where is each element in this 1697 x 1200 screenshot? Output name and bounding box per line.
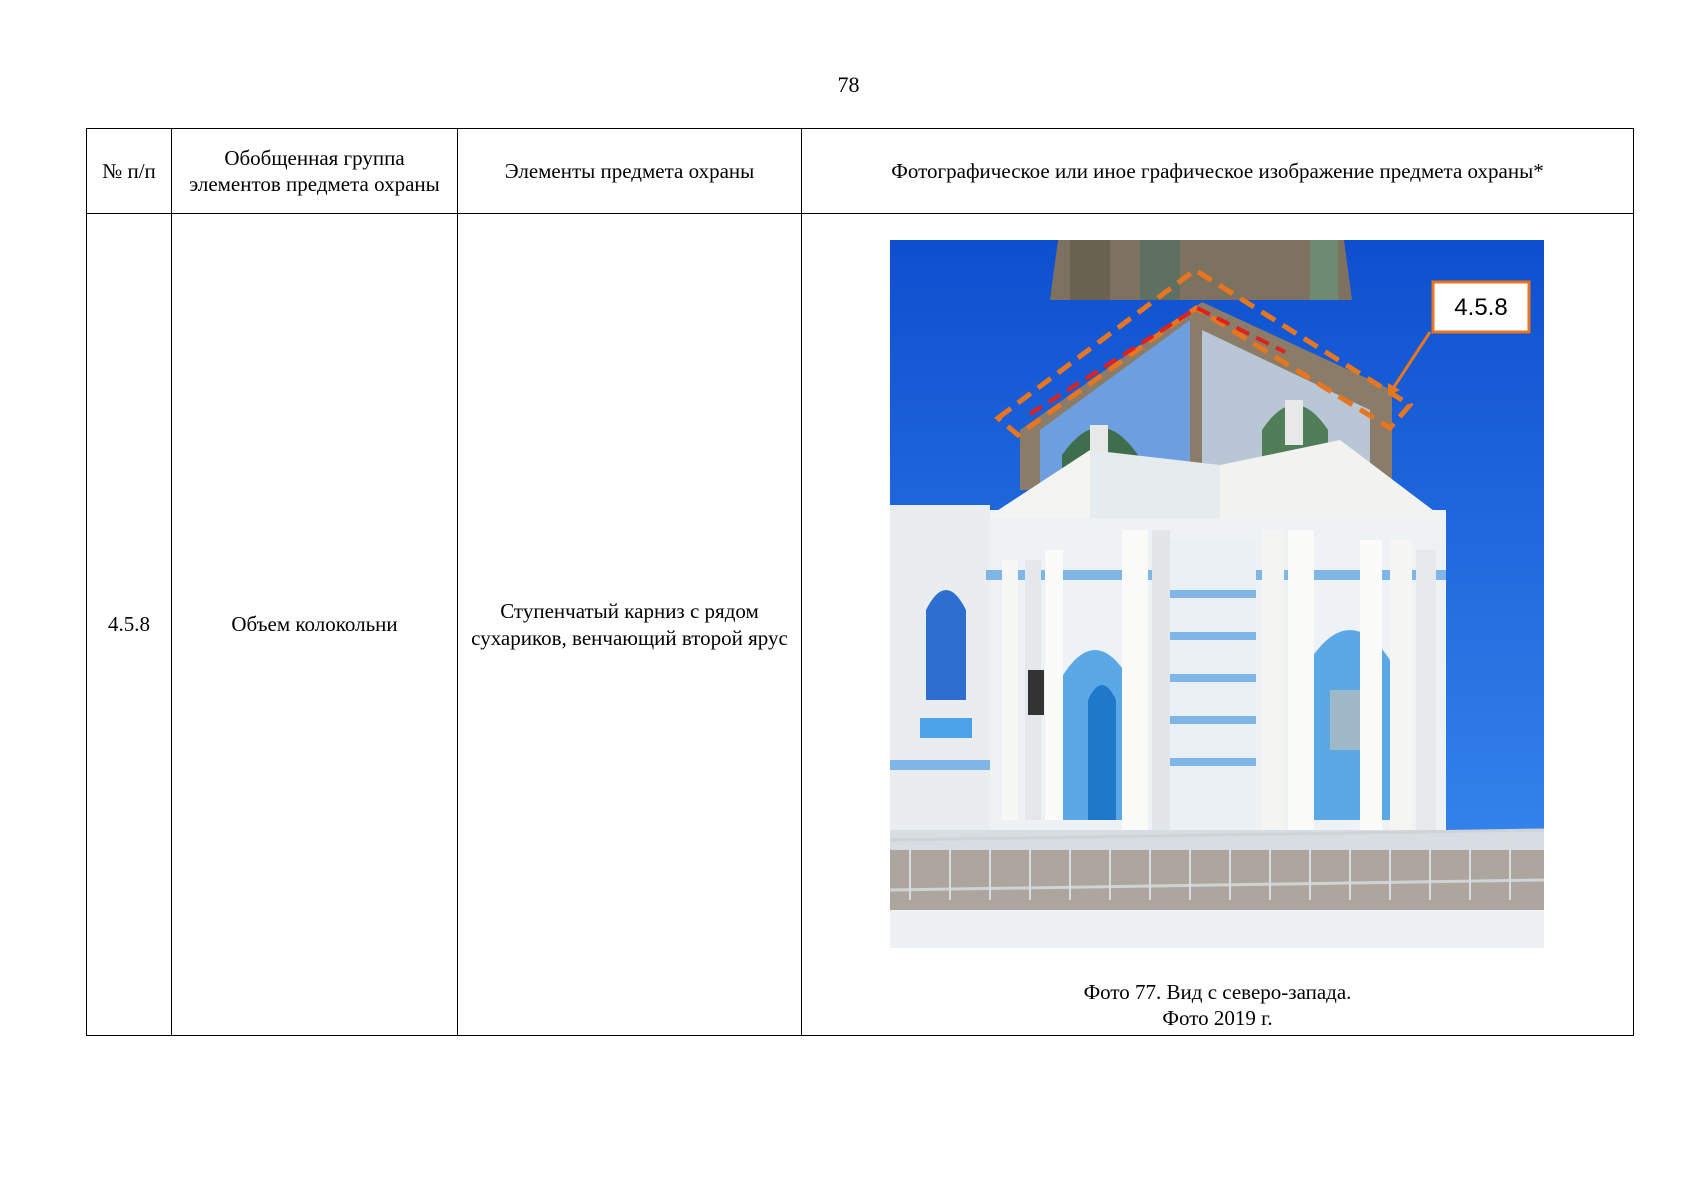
header-elements: Элементы предмета охраны	[458, 129, 802, 214]
table-header-row	[87, 129, 1634, 214]
photo-caption	[802, 979, 1633, 1032]
cell-elements: Ступенчатый карниз с рядом сухариков, венчающий второй ярус	[458, 214, 802, 1036]
page-number: 78	[837, 72, 860, 97]
cell-num: 4.5.8	[87, 214, 172, 1036]
protection-table	[86, 128, 1634, 1036]
photo-label: 4.5.8	[1454, 294, 1508, 321]
table-row	[87, 214, 1634, 1036]
cell-group: Объем колокольни	[172, 214, 458, 1036]
header-image: Фотографическое или иное графическое изображение предмета охраны*	[802, 129, 1634, 214]
bell-tower-photo	[890, 240, 1544, 948]
caption-line-1: Фото 77. Вид с северо-запада.	[1083, 979, 1352, 1004]
caption-line-2: Фото 2019 г.	[1162, 1005, 1273, 1030]
header-group: Обобщенная группа элементов предмета охраны	[172, 129, 458, 214]
cell-image	[802, 214, 1634, 1036]
header-num: № п/п	[87, 129, 172, 214]
